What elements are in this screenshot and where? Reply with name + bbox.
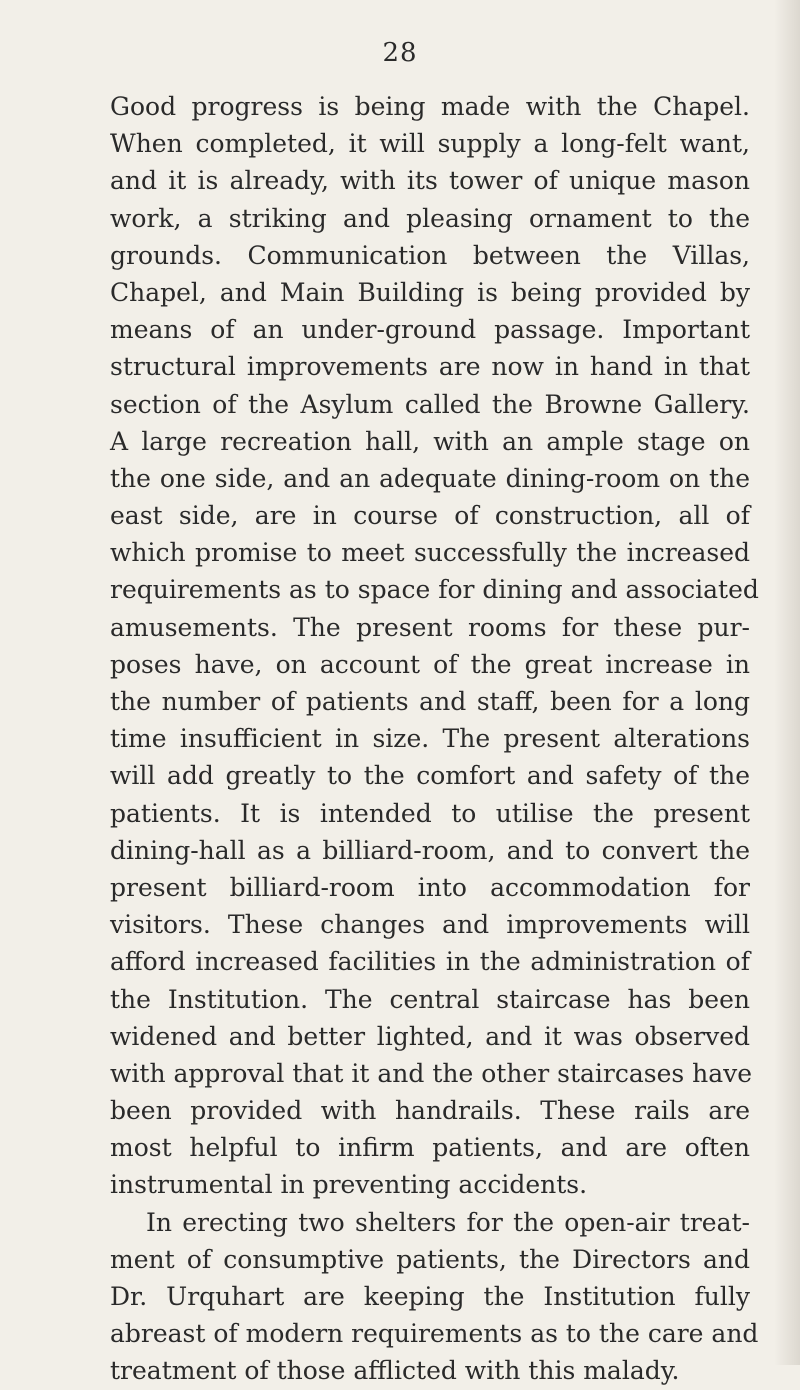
text-line: will add greatly to the comfort and safety of the [110,761,750,791]
text-line: present billiard-room into accommodation for [110,872,750,902]
text-line: east side, are in course of construction, all of [110,501,750,531]
text-line: dining-hall as a billiard-room, and to convert the [110,835,750,865]
page-edge-shadow [774,0,800,1365]
text-line: widened and better lighted, and it was observed [110,1021,750,1051]
body-text [110,88,759,1390]
text-line: poses have, on account of the great increase in [110,649,750,679]
text-line: grounds. Communication between the Villas, [110,240,750,270]
text-line: with approval that it and the other staircases have [110,1058,753,1088]
text-line: the Institution. The central staircase has been [110,984,750,1014]
text-line: most helpful to infirm patients, and are often [110,1133,750,1163]
text-line: ment of consumptive patients, the Directors and [110,1244,750,1274]
text-line: Dr. Urquhart are keeping the Institution fully [110,1282,750,1311]
text-line: work, a striking and pleasing ornament to the [110,203,750,233]
text-line: In erecting two shelters for the open-air treat- [146,1207,750,1237]
text-line: time insufficient in size. The present alterations [110,724,750,754]
text-line: the number of patients and staff, been for a long [110,687,750,716]
text-line: structural improvements are now in hand in that [110,352,750,382]
text-line: instrumental in preventing accidents. [110,1170,588,1200]
paragraph-2 [110,1204,759,1390]
text-line: patients. It is intended to utilise the present [110,798,750,828]
text-line: means of an under-ground passage. Important [110,315,750,345]
text-line: been provided with handrails. These rails are [110,1096,750,1126]
text-line: section of the Asylum called the Browne Gallery. [110,389,750,419]
text-line: Chapel, and Main Building is being provided by [110,277,750,307]
text-line: When completed, it will supply a long-felt want, [110,129,750,159]
page-number: 28 [382,38,418,68]
text-line: which promise to meet successfully the increased [110,538,750,568]
paragraph-1 [110,88,759,1204]
text-line: the one side, and an adequate dining-room on the [110,463,750,493]
text-line: amusements. The present rooms for these pur- [110,612,750,642]
text-line: and it is already, with its tower of unique mason [110,166,750,196]
text-line: treatment of those afflicted with this malady. [110,1356,680,1386]
text-line: Good progress is being made with the Chapel. [110,92,750,121]
text-line: requirements as to space for dining and associated [110,575,759,605]
text-line: abreast of modern requirements as to the care and [110,1319,759,1349]
text-line: A large recreation hall, with an ample stage on [110,426,750,456]
text-line: afford increased facilities in the administration of [110,947,750,977]
text-line: visitors. These changes and improvements will [110,910,750,940]
